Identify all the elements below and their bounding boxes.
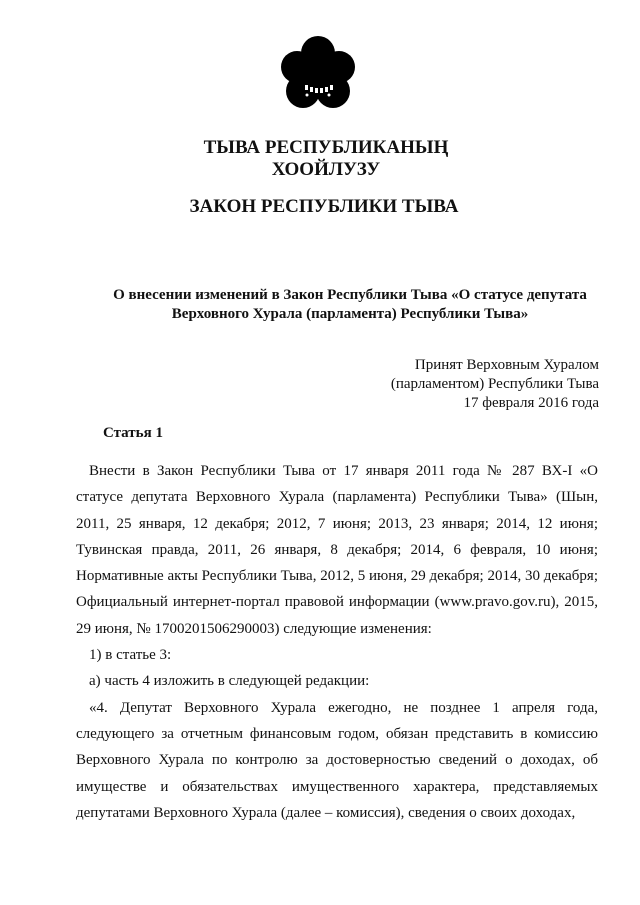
header-tyva-line2: ХООЙЛУЗУ xyxy=(271,159,381,180)
law-subject xyxy=(80,286,620,324)
header-tyva-line1: ТЫВА РЕСПУБЛИКАНЫҢ xyxy=(203,137,449,158)
paragraph-item-a: а) часть 4 изложить в следующей редакции: xyxy=(89,673,370,690)
adoption-line2: (парламентом) Республики Тыва xyxy=(390,376,599,392)
article-body xyxy=(76,458,598,826)
adoption-note xyxy=(391,356,599,413)
law-subject-line2: Верховного Хурала (парламента) Республики Тыва» xyxy=(171,306,529,322)
adoption-date: 17 февраля 2016 года xyxy=(463,395,599,411)
header-tyva xyxy=(0,137,640,181)
article-title: Статья 1 xyxy=(103,425,163,441)
coat-of-arms-icon xyxy=(277,33,359,115)
paragraph-main: Внести в Закон Республики Тыва от 17 января 2011 года № 287 ВХ-I «О статусе депутата Верховного Хурала (парламента) Республики Тыва» (Шын, 2011, 25 января, 12 декабря; 2012, 7 июня; 2013, 23 января; 2014, 12 июня; Тувинская правда, 2011, 26 января, 8 декабря; 2014, 6 февраля, 10 июня; Нормативные акты Республики Тыва, 2012, 5 июня, 29 декабря; 2014, 30 декабря; Официальный интернет-портал правовой информации (www.pravo.gov.ru), 2015, 29 июня, № 1700201506290003) следующие изменения: xyxy=(76,463,598,637)
law-title: ЗАКОН РЕСПУБЛИКИ ТЫВА xyxy=(189,196,459,217)
paragraph-quote: «4. Депутат Верховного Хурала ежегодно, не позднее 1 апреля года, следующего за отчетным финансовым годом, обязан представить в комиссию Верховного Хурала по контролю за достоверностью сведений о доходах, об имуществе и обязательствах имущественного характера, представляемых депутатами Верховного Хурала (далее – комиссия), сведения о своих доходах, xyxy=(76,699,598,821)
paragraph-item-1: 1) в статье 3: xyxy=(89,647,172,664)
adoption-line1: Принят Верховным Хуралом xyxy=(414,357,599,373)
law-subject-line1: О внесении изменений в Закон Республики Тыва «О статусе депутата xyxy=(113,287,587,303)
